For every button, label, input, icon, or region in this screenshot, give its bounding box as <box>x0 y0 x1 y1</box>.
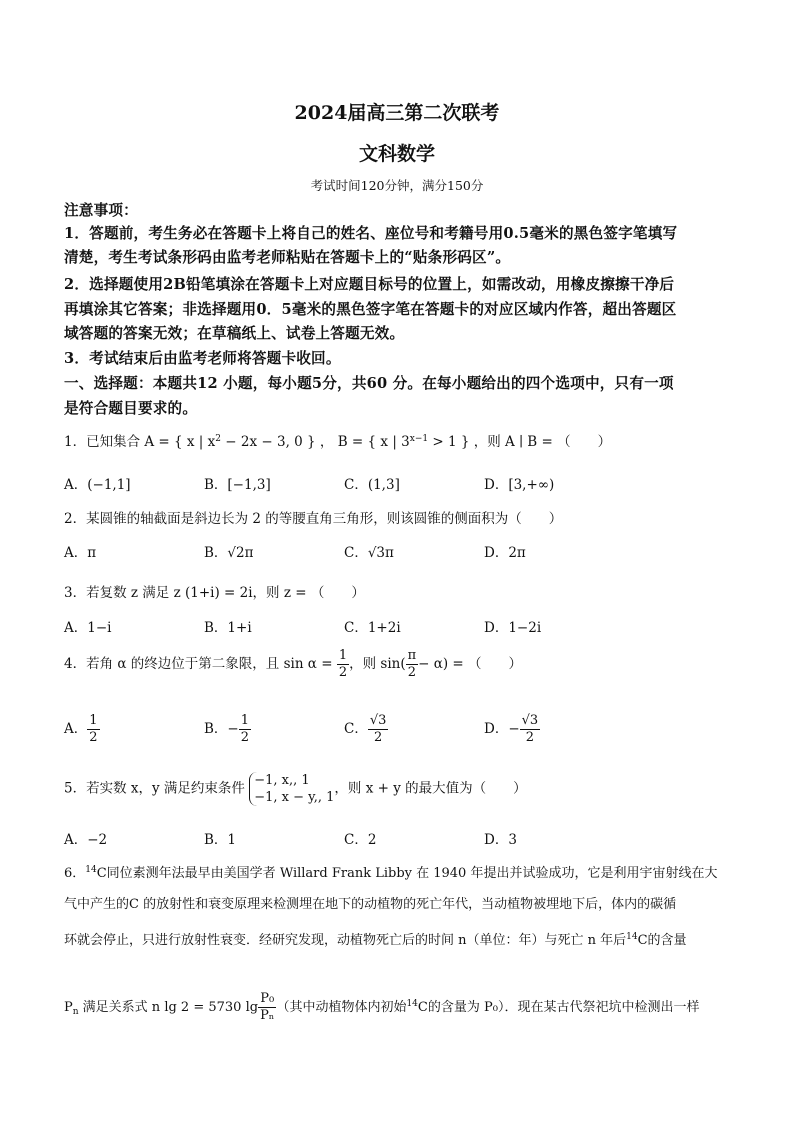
q4-c-label: C． <box>344 721 368 737</box>
q2-option-b: B．√2π <box>204 545 254 561</box>
q4-option-c <box>344 713 388 746</box>
q5-option-d: D．3 <box>484 832 517 848</box>
q4-d-den: 2 <box>525 730 535 745</box>
exam-title: 2024届高三第二次联考 <box>294 102 500 124</box>
q6-text-4c: （其中动植物体内初始 <box>276 1000 407 1015</box>
section-1-line-2: 是符合题目要求的。 <box>64 400 198 417</box>
subject-title: 文科数学 <box>358 143 435 165</box>
q4-a-num: 1 <box>89 713 98 728</box>
q6-sup-1: 14 <box>85 865 97 875</box>
q6-number: 6． <box>64 866 86 881</box>
q1-sup-b: x−1 <box>409 434 429 444</box>
note-1-line-2: 清楚，考生考试条形码由监考老师粘贴在答题卡上的“贴条形码区”。 <box>64 249 511 266</box>
q6-sup-4: 14 <box>406 999 418 1009</box>
q4-d-label: D．− <box>484 721 520 737</box>
q4-b-label: B．− <box>204 721 239 737</box>
q5-text-b: ，则 x + y 的最大值为（ ） <box>334 780 527 797</box>
q5-constraint-2: −1, x − y,, 1 <box>254 790 335 805</box>
q1-text-b: − 2x − 3, 0 } ， B = { x | 3 <box>221 434 410 450</box>
q4-c-num: √3 <box>369 713 387 728</box>
note-1-line-1: 1．答题前，考生务必在答题卡上将自己的姓名、座位号和考籍号用0.5毫米的黑色签字笔填写 <box>64 225 678 242</box>
q6-sup-3: 14 <box>626 932 638 942</box>
q6-text-3b: C的含量 <box>637 933 687 948</box>
q6-text-4b: 满足关系式 n lg 2 = 5730 lg <box>78 1000 259 1015</box>
question-6-line-3 <box>64 929 687 948</box>
q6-frac-den: Pₙ <box>260 1008 275 1023</box>
question-5 <box>64 772 527 806</box>
q4-b-frac <box>239 713 251 746</box>
q3-option-d: D．1−2i <box>484 620 542 636</box>
q5-option-c: C．2 <box>344 832 377 848</box>
q3-option-b: B．1+i <box>204 620 252 636</box>
q6-text-4a: P <box>64 1000 73 1015</box>
q4-b-num: 1 <box>240 713 250 728</box>
q6-text-4d: C的含量为 P₀）．现在某古代祭祀坑中检测出一样 <box>417 1000 700 1015</box>
q4-fraction-2 <box>406 648 419 681</box>
q2-option-c: C．√3π <box>344 545 394 561</box>
q4-a-den: 2 <box>89 730 98 745</box>
q4-c-frac <box>368 713 389 746</box>
q1-text-c: > 1 } ，则 A ∣ B = （ ） <box>428 434 612 450</box>
q1-sup-a: 2 <box>215 434 221 444</box>
question-2: 2．某圆锥的轴截面是斜边长为 2 的等腰直角三角形，则该圆锥的侧面积为（ ） <box>64 511 563 527</box>
q6-sub-4: n <box>72 1007 79 1017</box>
q6-fraction <box>258 991 276 1024</box>
q4-c-den: 2 <box>373 730 383 745</box>
q6-text-3a: 环就会停止，只进行放射性衰变．经研究发现，动植物死亡后的时间 n（单位：年）与死亡 n 年后 <box>64 933 627 948</box>
q5-constraint-system <box>249 772 334 806</box>
note-2-line-1: 2．选择题使用2B铅笔填涂在答题卡上对应题目标号的位置上，如需改动，用橡皮擦擦干净后 <box>64 276 675 293</box>
question-6-line-1 <box>64 862 717 881</box>
q4-a-frac <box>87 713 99 746</box>
exam-info: 考试时间120分钟，满分150分 <box>310 178 484 193</box>
q1-text-a: 1．已知集合 A = { x | x <box>64 434 216 450</box>
q4-f1-den: 2 <box>338 665 348 680</box>
q4-text-c: − α) = （ ） <box>418 656 523 672</box>
q2-option-a: A．π <box>64 545 97 561</box>
q3-option-a: A．1−i <box>64 620 112 636</box>
q4-fraction-1 <box>337 648 349 681</box>
q1-option-b: B．[−1,3] <box>204 477 271 493</box>
q1-option-d: D．[3,+∞) <box>484 477 555 493</box>
section-1-line-1: 一、选择题：本题共12 小题，每小题5分，共60 分。在每小题给出的四个选项中，只有一项 <box>64 375 674 392</box>
notes-heading: 注意事项： <box>64 202 138 219</box>
question-6-line-2: 气中产生的C 的放射性和衰变原理来检测埋在地下的动植物的死亡年代，当动植物被埋地下后，体内的碳循 <box>64 897 677 912</box>
q4-d-num: √3 <box>521 713 539 728</box>
q1-option-c: C．(1,3] <box>344 477 400 493</box>
question-4 <box>64 648 522 681</box>
q2-option-d: D．2π <box>484 545 526 561</box>
q4-option-a <box>64 713 100 746</box>
q5-text-a: 5．若实数 x，y 满足约束条件 <box>64 780 245 797</box>
q4-option-b <box>204 713 251 746</box>
q4-text-a: 4．若角 α 的终边位于第二象限，且 sin α = <box>64 656 333 672</box>
q4-b-den: 2 <box>240 730 250 745</box>
question-3: 3．若复数 z 满足 z (1+i) = 2i，则 z = （ ） <box>64 585 365 601</box>
q3-option-c: C．1+2i <box>344 620 401 636</box>
q4-f2-den: 2 <box>407 665 417 680</box>
note-3: 3．考试结束后由监考老师将答题卡收回。 <box>64 350 341 367</box>
q6-text-1: C同位素测年法最早由美国学者 Willard Frank Libby 在 1940 年提出并试验成功，它是利用宇宙射线在大 <box>96 866 718 881</box>
q4-text-b: ，则 sin( <box>349 656 406 672</box>
q4-d-frac <box>520 713 541 746</box>
note-2-line-3: 域答题的答案无效；在草稿纸上、试卷上答题无效。 <box>64 325 405 342</box>
q1-option-a: A．(−1,1] <box>64 477 131 493</box>
q5-option-a: A．−2 <box>64 832 108 848</box>
question-6-line-4 <box>64 991 699 1024</box>
q4-f1-num: 1 <box>338 648 348 663</box>
q5-option-b: B．1 <box>204 832 237 848</box>
question-1 <box>64 430 611 450</box>
q4-f2-num: π <box>407 648 417 663</box>
q6-frac-num: P₀ <box>258 991 276 1008</box>
q4-option-d <box>484 713 540 746</box>
q5-constraint-1: −1, x,, 1 <box>254 773 310 788</box>
q4-a-label: A． <box>64 721 88 737</box>
note-2-line-2: 再填涂其它答案；非选择题用0．5毫米的黑色签字笔在答题卡的对应区域内作答，超出答题区 <box>64 301 677 318</box>
